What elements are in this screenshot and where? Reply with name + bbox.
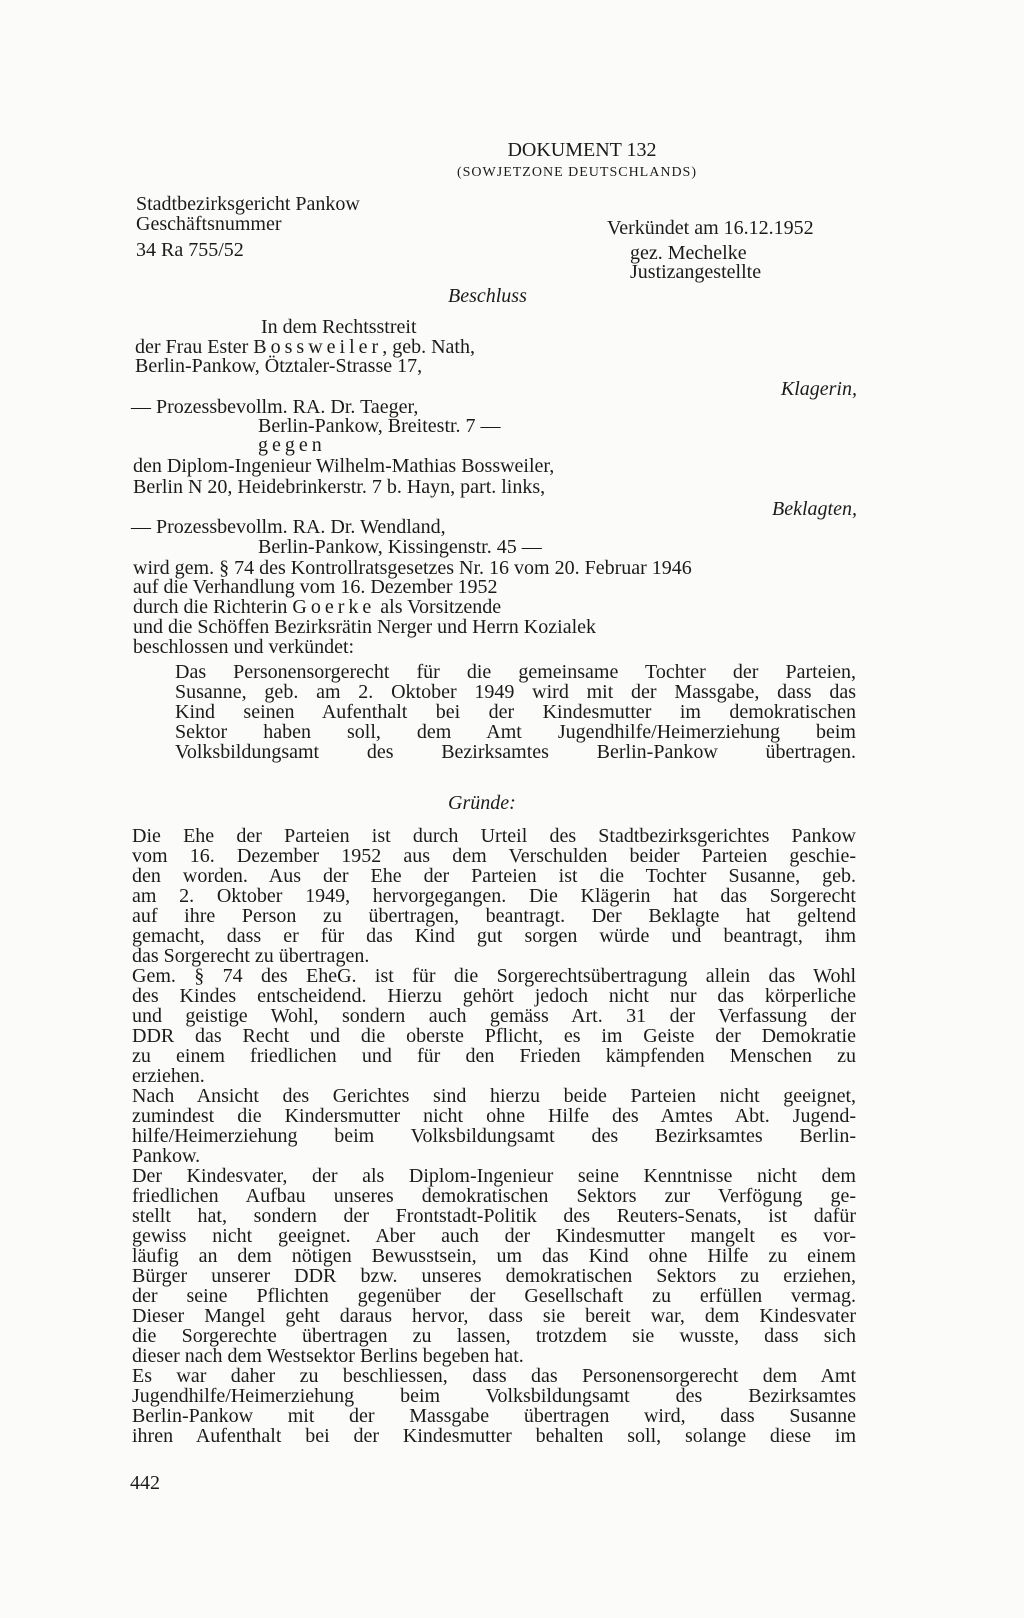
text-line: dieser nach dem Westsektor Berlins begeben hat. bbox=[132, 1345, 524, 1367]
text-line: Der Kindesvater, der als Diplom-Ingenieur seine Kenntnisse nicht dem bbox=[132, 1165, 856, 1187]
document-title: DOKUMENT 132 bbox=[507, 139, 657, 161]
reasons-paragraph-2 bbox=[132, 966, 856, 1086]
text-line: ihren Aufenthalt bei der Kindesmutter behalten soll, solange diese im bbox=[132, 1425, 856, 1447]
text-line: zumindest die Kindersmutter nicht ohne Hilfe des Amtes Abt. Jugend- bbox=[132, 1105, 856, 1127]
plaintiff-counsel-2: Berlin-Pankow, Breitestr. 7 — bbox=[258, 415, 501, 437]
decision-line: Susanne, geb. am 2. Oktober 1949 wird mit der Massgabe, dass das bbox=[175, 681, 856, 703]
text-line: auf ihre Person zu übertragen, beantragt. Der Beklagte hat geltend bbox=[132, 905, 856, 927]
text-line: Bürger unserer DDR bzw. unseres demokratischen Sektors zu erziehen, bbox=[132, 1265, 856, 1287]
clerk-title: Justizangestellte bbox=[630, 261, 762, 283]
reasons-paragraph-3 bbox=[132, 1086, 856, 1166]
plaintiff-role: Klagerin, bbox=[780, 378, 857, 400]
ruling-line-1: wird gem. § 74 des Kontrollratsgesetzes Nr. 16 vom 20. Februar 1946 bbox=[133, 557, 692, 579]
reasons-paragraph-1 bbox=[132, 826, 856, 966]
text-line: stellt hat, sondern der Frontstadt-Politik des Reuters-Senats, ist dafür bbox=[132, 1205, 856, 1227]
defendant-line-1: den Diplom-Ingenieur Wilhelm-Mathias Bossweiler, bbox=[133, 455, 555, 477]
text-line: Berlin-Pankow mit der Massgabe übertragen wird, dass Susanne bbox=[132, 1405, 856, 1427]
plaintiff-counsel-1: — Prozessbevollm. RA. Dr. Taeger, bbox=[131, 396, 419, 418]
text-line: zu einem friedlichen und für den Frieden kämpfenden Menschen zu bbox=[132, 1045, 856, 1067]
text-line: Dieser Mangel geht daraus hervor, dass sie bereit war, dem Kindesvater bbox=[132, 1305, 856, 1327]
ruling-line-3-suffix: als Vorsitzende bbox=[375, 596, 502, 618]
text-line: hilfe/Heimerziehung beim Volksbildungsamt des Bezirksamtes Berlin- bbox=[132, 1125, 856, 1147]
text-line: Nach Ansicht des Gerichtes sind hierzu beide Parteien nicht geeignet, bbox=[132, 1085, 856, 1107]
case-number-label: Geschäftsnummer bbox=[136, 213, 282, 235]
reasons-heading: Gründe: bbox=[448, 792, 516, 814]
document-subtitle: (SOWJETZONE DEUTSCHLANDS) bbox=[456, 165, 698, 180]
signature-line: gez. Mechelke bbox=[630, 242, 747, 264]
reasons-paragraph-5 bbox=[132, 1366, 856, 1446]
ruling-line-3 bbox=[133, 597, 501, 617]
defendant-role: Beklagten, bbox=[772, 498, 857, 520]
text-line: die Sorgerechte übertragen zu lassen, trotzdem sie wusste, dass sich bbox=[132, 1325, 856, 1347]
text-line: Gem. § 74 des EheG. ist für die Sorgerechtsübertragung allein das Wohl bbox=[132, 965, 856, 987]
decision-line: Das Personensorgerecht für die gemeinsame Tochter der Parteien, bbox=[175, 661, 856, 683]
reasons-paragraph-4 bbox=[132, 1166, 856, 1366]
defendant-counsel-1: — Prozessbevollm. RA. Dr. Wendland, bbox=[131, 516, 446, 538]
court-name: Stadtbezirksgericht Pankow bbox=[136, 193, 360, 215]
defendant-line-2: Berlin N 20, Heidebrinkerstr. 7 b. Hayn, part. links, bbox=[133, 476, 546, 498]
text-line: den worden. Aus der Ehe der Parteien ist die Tochter Susanne, geb. bbox=[132, 865, 856, 887]
proceeding-intro: In dem Rechtsstreit bbox=[261, 316, 417, 338]
plaintiff-name: Bossweiler bbox=[253, 336, 383, 358]
announcement-date: Verkündet am 16.12.1952 bbox=[607, 217, 814, 239]
text-line: des Kindes entscheidend. Hierzu gehört jedoch nicht nur das körperliche bbox=[132, 985, 856, 1007]
ruling-line-3-prefix: durch die Richterin bbox=[133, 596, 293, 618]
text-line: Jugendhilfe/Heimerziehung beim Volksbildungsamt des Bezirksamtes bbox=[132, 1385, 856, 1407]
text-line: DDR das Recht und die oberste Pflicht, es im Geiste der Demokratie bbox=[132, 1025, 856, 1047]
ruling-line-4: und die Schöffen Bezirksrätin Nerger und Herrn Kozialek bbox=[133, 616, 596, 638]
text-line: Die Ehe der Parteien ist durch Urteil des Stadtbezirksgerichtes Pankow bbox=[132, 825, 856, 847]
decision-line: Kind seinen Aufenthalt bei der Kindesmutter im demokratischen bbox=[175, 701, 856, 723]
text-line: gewiss nicht geeignet. Aber auch der Kindesmutter mangelt es vor- bbox=[132, 1225, 856, 1247]
decision-line: Sektor haben soll, dem Amt Jugendhilfe/Heimerziehung beim bbox=[175, 721, 856, 743]
text-line: friedlichen Aufbau unseres demokratischen Sektors zur Verfögung ge- bbox=[132, 1185, 856, 1207]
page-number: 442 bbox=[130, 1472, 160, 1494]
plaintiff-line-1 bbox=[135, 337, 475, 357]
text-line: der seine Pflichten gegenüber der Gesellschaft zu erfüllen vermag. bbox=[132, 1285, 856, 1307]
text-line: gemacht, dass er für das Kind gut sorgen würde und beantragt, ihm bbox=[132, 925, 856, 947]
text-line: läufig an dem nötigen Bewusstsein, um das Kind ohne Hilfe zu einem bbox=[132, 1245, 856, 1267]
text-line: und geistige Wohl, sondern auch gemäss Art. 31 der Verfassung der bbox=[132, 1005, 856, 1027]
plaintiff-line-2: Berlin-Pankow, Ötztaler-Strasse 17, bbox=[135, 355, 423, 377]
text-line: das Sorgerecht zu übertragen. bbox=[132, 945, 370, 967]
text-line: Es war daher zu beschliessen, dass das Personensorgerecht dem Amt bbox=[132, 1365, 856, 1387]
decision-heading: Beschluss bbox=[448, 285, 527, 307]
text-line: am 2. Oktober 1949, hervorgegangen. Die Klägerin hat das Sorgerecht bbox=[132, 885, 856, 907]
text-line: erziehen. bbox=[132, 1065, 205, 1087]
defendant-counsel-2: Berlin-Pankow, Kissingenstr. 45 — bbox=[258, 536, 542, 558]
decision-text bbox=[175, 662, 856, 762]
text-line: Pankow. bbox=[132, 1145, 201, 1167]
case-number: 34 Ra 755/52 bbox=[136, 239, 244, 261]
text-line: vom 16. Dezember 1952 aus dem Verschulden beider Parteien geschie- bbox=[132, 845, 856, 867]
ruling-line-5: beschlossen und verkündet: bbox=[133, 636, 355, 658]
decision-line: Volksbildungsamt des Bezirksamtes Berlin-Pankow übertragen. bbox=[175, 741, 856, 763]
judge-name: Goerke bbox=[292, 596, 376, 618]
plaintiff-prefix: der Frau Ester bbox=[135, 336, 254, 358]
against-word: gegen bbox=[258, 434, 326, 456]
plaintiff-suffix: , geb. Nath, bbox=[382, 336, 475, 358]
ruling-line-2: auf die Verhandlung vom 16. Dezember 1952 bbox=[133, 576, 498, 598]
